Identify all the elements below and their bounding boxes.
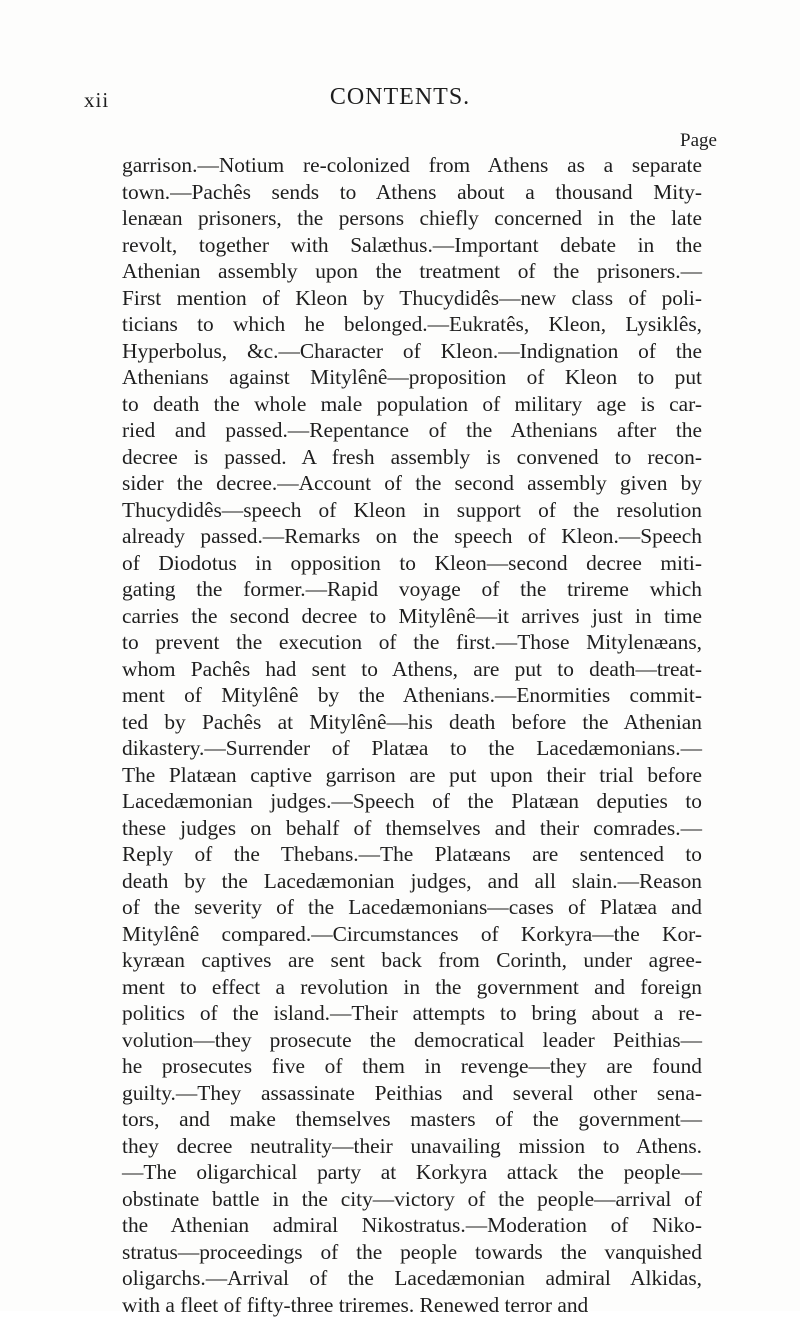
text-line: ried and passed.—Repentance of the Athenians after the bbox=[122, 417, 702, 444]
text-line: carries the second decree to Mitylênê—it arrives just in time bbox=[122, 603, 702, 630]
text-line: garrison.—Notium re-colonized from Athens as a separate bbox=[122, 152, 702, 179]
text-line: to prevent the execution of the first.—Those Mitylenæans, bbox=[122, 629, 702, 656]
running-head: CONTENTS. bbox=[0, 84, 800, 111]
text-line: to death the whole male population of military age is car- bbox=[122, 391, 702, 418]
text-line: of the severity of the Lacedæmonians—cases of Platæa and bbox=[122, 894, 702, 921]
text-line: lenæan prisoners, the persons chiefly concerned in the late bbox=[122, 205, 702, 232]
text-line: The Platæan captive garrison are put upon their trial before bbox=[122, 762, 702, 789]
text-line: Thucydidês—speech of Kleon in support of the resolution bbox=[122, 497, 702, 524]
text-line: ticians to which he belonged.—Eukratês, Kleon, Lysiklês, bbox=[122, 311, 702, 338]
text-line: stratus—proceedings of the people towards the vanquished bbox=[122, 1239, 702, 1266]
text-line: Athenian assembly upon the treatment of the prisoners.— bbox=[122, 258, 702, 285]
text-line: Lacedæmonian judges.—Speech of the Platæan deputies to bbox=[122, 788, 702, 815]
text-line: guilty.—They assassinate Peithias and several other sena- bbox=[122, 1080, 702, 1107]
text-line: gating the former.—Rapid voyage of the trireme which bbox=[122, 576, 702, 603]
page-number: xii bbox=[84, 88, 109, 113]
text-line: Hyperbolus, &c.—Character of Kleon.—Indignation of the bbox=[122, 338, 702, 365]
text-line: volution—they prosecute the democratical leader Peithias— bbox=[122, 1027, 702, 1054]
text-line: Athenians against Mitylênê—proposition of Kleon to put bbox=[122, 364, 702, 391]
text-line: the Athenian admiral Nikostratus.—Moderation of Niko- bbox=[122, 1212, 702, 1239]
text-line: he prosecutes five of them in revenge—they are found bbox=[122, 1053, 702, 1080]
text-line: ted by Pachês at Mitylênê—his death before the Athenian bbox=[122, 709, 702, 736]
text-line: revolt, together with Salæthus.—Important debate in the bbox=[122, 232, 702, 259]
text-line: decree is passed. A fresh assembly is convened to recon- bbox=[122, 444, 702, 471]
page-header bbox=[0, 84, 800, 124]
text-line: Reply of the Thebans.—The Platæans are sentenced to bbox=[122, 841, 702, 868]
text-line: obstinate battle in the city—victory of the people—arrival of bbox=[122, 1186, 702, 1213]
text-line: Mitylênê compared.—Circumstances of Korkyra—the Kor- bbox=[122, 921, 702, 948]
text-line: dikastery.—Surrender of Platæa to the Lacedæmonians.— bbox=[122, 735, 702, 762]
text-line: they decree neutrality—their unavailing mission to Athens. bbox=[122, 1133, 702, 1160]
text-line: of Diodotus in opposition to Kleon—second decree miti- bbox=[122, 550, 702, 577]
text-line: First mention of Kleon by Thucydidês—new class of poli- bbox=[122, 285, 702, 312]
text-line: already passed.—Remarks on the speech of Kleon.—Speech bbox=[122, 523, 702, 550]
contents-paragraph bbox=[122, 152, 702, 1318]
text-line: whom Pachês had sent to Athens, are put to death—treat- bbox=[122, 656, 702, 683]
text-line: tors, and make themselves masters of the government— bbox=[122, 1106, 702, 1133]
text-line: politics of the island.—Their attempts to bring about a re- bbox=[122, 1000, 702, 1027]
text-line: ment to effect a revolution in the government and foreign bbox=[122, 974, 702, 1001]
text-line: oligarchs.—Arrival of the Lacedæmonian admiral Alkidas, bbox=[122, 1265, 702, 1292]
text-line: these judges on behalf of themselves and their comrades.— bbox=[122, 815, 702, 842]
text-line: kyræan captives are sent back from Corinth, under agree- bbox=[122, 947, 702, 974]
text-line: town.—Pachês sends to Athens about a thousand Mity- bbox=[122, 179, 702, 206]
text-line: death by the Lacedæmonian judges, and all slain.—Reason bbox=[122, 868, 702, 895]
text-line: ment of Mitylênê by the Athenians.—Enormities commit- bbox=[122, 682, 702, 709]
page-column-label: Page bbox=[680, 130, 717, 152]
text-line: sider the decree.—Account of the second assembly given by bbox=[122, 470, 702, 497]
text-line: —The oligarchical party at Korkyra attack the people— bbox=[122, 1159, 702, 1186]
text-line: with a fleet of fifty-three triremes. Renewed terror and bbox=[122, 1292, 702, 1318]
